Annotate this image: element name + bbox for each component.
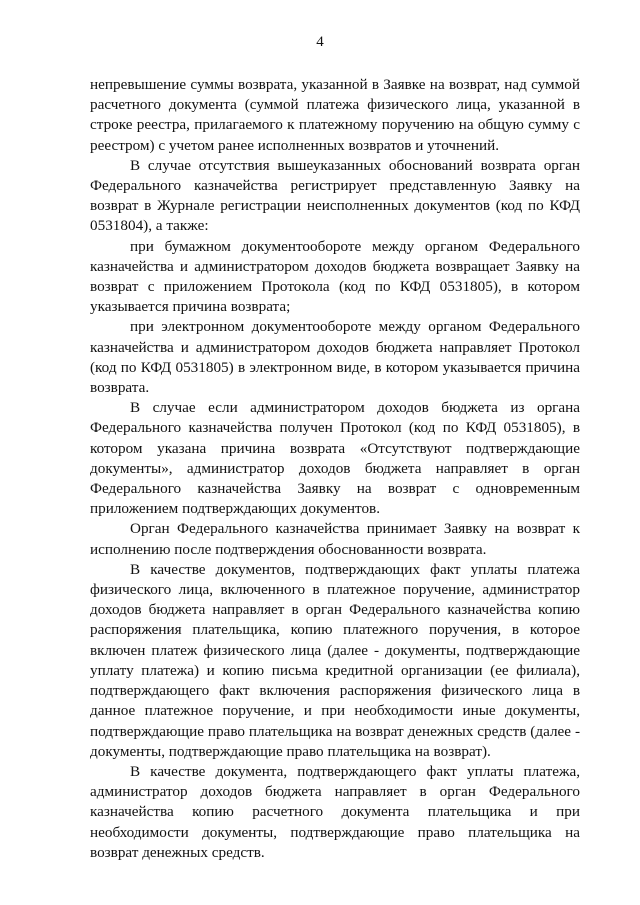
- paragraph-paper-workflow: при бумажном документообороте между органом Федерального казначейства и администратором доходов бюджета возвращает Заявку на возврат с приложением Протокола (код по КФД 0531805), в котором указывается причина возврата;: [90, 237, 580, 316]
- paragraph-confirming-documents: В качестве документов, подтверждающих факт уплаты платежа физического лица, включенного в платежное поручение, администратор доходов бюджета направляет в орган Федерального казначейства копию распоряжения плательщика, копию платежного поручения, в которое включен платеж физического лица (далее - документы, подтверждающие уплату платежа) и копию письма кредитной организации (ее филиала), подтверждающего факт включения распоряжения физического лица в данное платежное поручение, и при необходимости иные документы, подтверждающие право плательщика на возврат денежных средств (далее - документы, подтверждающие право плательщика на возврат).: [90, 560, 580, 760]
- paragraph-registration: В случае отсутствия вышеуказанных обоснований возврата орган Федерального казначейства регистрирует представленную Заявку на возврат в Журнале регистрации неисполненных документов (код по КФД 0531804), а также:: [90, 156, 580, 235]
- page-number: 4: [316, 34, 324, 50]
- body-text: [90, 75, 580, 863]
- paragraph-acceptance: Орган Федерального казначейства принимает Заявку на возврат к исполнению после подтверждения обоснованности возврата.: [90, 520, 580, 558]
- paragraph-electronic-workflow: при электронном документообороте между органом Федерального казначейства и администратором доходов бюджета направляет Протокол (код по КФД 0531805) в электронном виде, в котором указывается причина возврата.: [90, 318, 580, 397]
- paragraph-continuation: непревышение суммы возврата, указанной в Заявке на возврат, над суммой расчетного документа (суммой платежа физического лица, указанной в строке реестра, прилагаемого к платежному поручению на общую сумму с реестром) с учетом ранее исполненных возвратов и уточнений.: [90, 76, 580, 154]
- paragraph-protocol-received: В случае если администратором доходов бюджета из органа Федерального казначейства получен Протокол (код по КФД 0531805), в котором указана причина возврата «Отсутствуют подтверждающие документы», администратор доходов бюджета направляет в орган Федерального казначейства Заявку на возврат с одновременным приложением подтверждающих документов.: [90, 399, 580, 518]
- paragraph-payment-document: В качестве документа, подтверждающего факт уплаты платежа, администратор доходов бюджета направляет в орган Федерального казначейства копию расчетного документа плательщика и при необходимости документы, подтверждающие право плательщика на возврат денежных средств.: [90, 762, 580, 861]
